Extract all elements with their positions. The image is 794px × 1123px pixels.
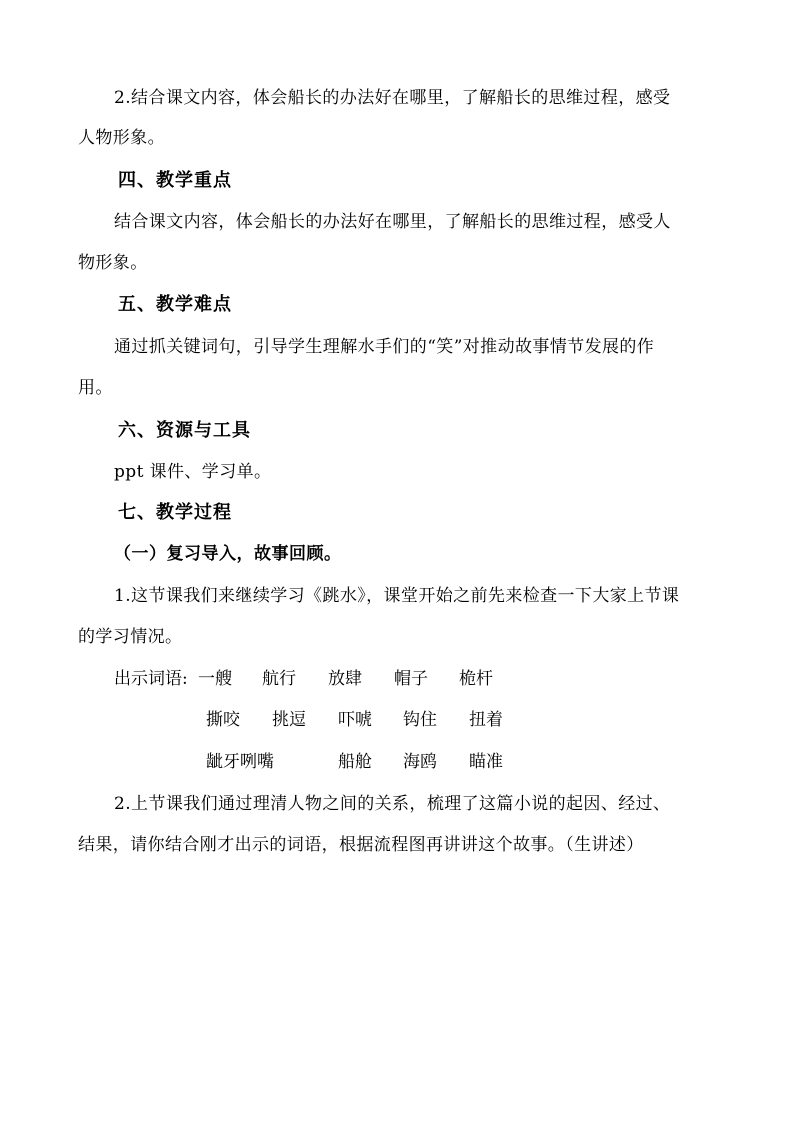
- vocab-word: 一艘: [198, 669, 232, 689]
- objective-2-line-1: 2.结合课文内容，体会船长的办法好在哪里，了解船长的思维过程，感受: [114, 88, 671, 108]
- vocab-word: 吓唬: [338, 710, 372, 730]
- vocab-word: 钩住: [403, 710, 437, 730]
- section-5-line-2: 用。: [78, 378, 113, 398]
- vocab-label: 出示词语:: [114, 669, 188, 689]
- section-7-subheading: （一）复习导入，故事回顾。: [114, 544, 342, 564]
- vocab-word: 撕咬: [206, 710, 240, 730]
- para-2-line-1: 2.上节课我们通过理清人物之间的关系，梳理了这篇小说的起因、经过、: [114, 794, 671, 814]
- vocab-word: 桅杆: [459, 669, 493, 689]
- section-4-line-2: 物形象。: [78, 253, 148, 273]
- section-6-heading: 六、资源与工具: [118, 420, 251, 441]
- section-4-heading: 四、教学重点: [118, 170, 232, 191]
- objective-2-line-2: 人物形象。: [78, 128, 165, 148]
- vocab-word: 挑逗: [272, 710, 306, 730]
- vocab-word: 航行: [262, 669, 296, 689]
- vocab-word: 海鸥: [403, 752, 437, 772]
- section-4-line-1: 结合课文内容，体会船长的办法好在哪里，了解船长的思维过程，感受人: [114, 212, 671, 232]
- vocab-word: 船舱: [338, 752, 372, 772]
- section-5-heading: 五、教学难点: [118, 294, 232, 315]
- vocab-word: 扭着: [469, 710, 503, 730]
- para-1-line-1: 1.这节课我们来继续学习《跳水》，课堂开始之前先来检查一下大家上节课: [114, 586, 680, 606]
- para-2-line-2: 结果，请你结合刚才出示的词语，根据流程图再讲讲这个故事。（生讲述）: [78, 835, 644, 855]
- section-6-line-1: ppt 课件、学习单。: [114, 462, 272, 482]
- vocab-word: 放肆: [328, 669, 362, 689]
- section-5-line-1: 通过抓关键词句，引导学生理解水手们的“笑”对推动故事情节发展的作: [114, 337, 655, 357]
- para-1-line-2: 的学习情况。: [78, 627, 183, 647]
- vocab-word: 龇牙咧嘴: [206, 752, 274, 772]
- section-7-heading: 七、教学过程: [118, 502, 232, 523]
- vocab-word: 帽子: [394, 669, 428, 689]
- vocab-word: 瞄准: [469, 752, 503, 772]
